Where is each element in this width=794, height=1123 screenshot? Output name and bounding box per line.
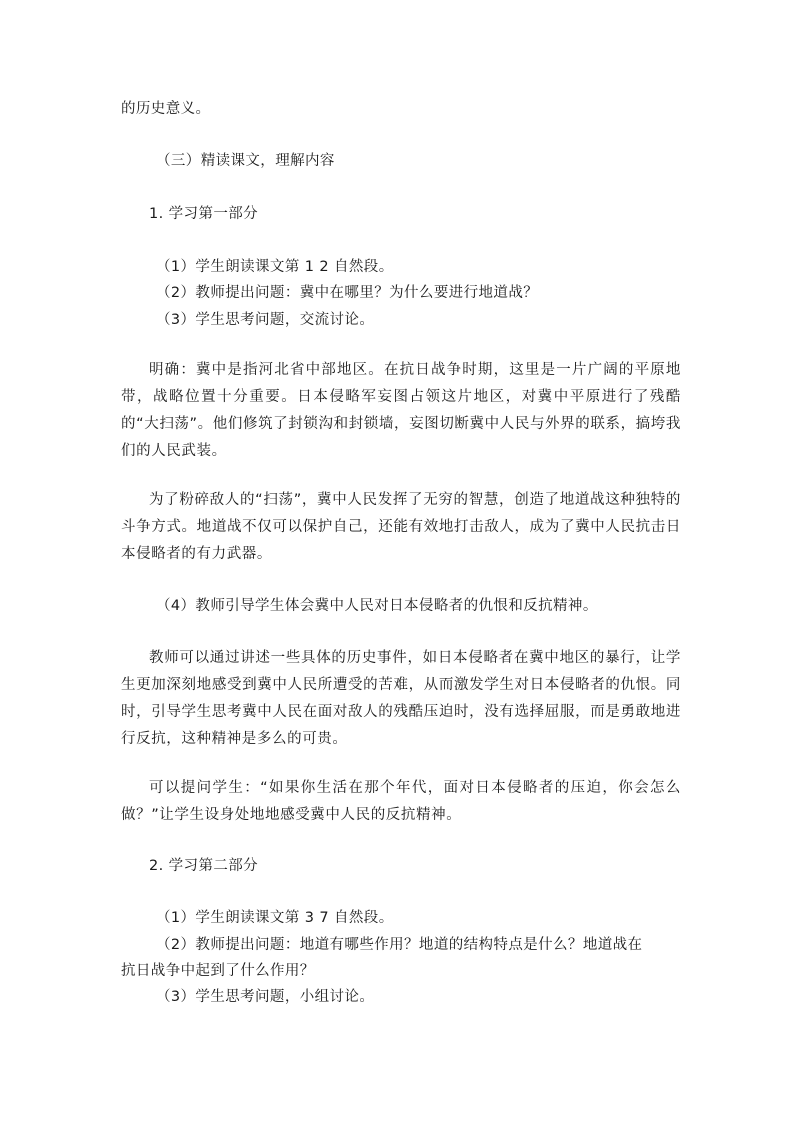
part-two-title: 2. 学习第二部分 [149,858,259,874]
part-one-step-3: （3）学生思考问题，交流讨论。 [156,312,375,328]
paragraph-smash-sweep: 为了粉碎敌人的“扫荡”，冀中人民发挥了无穷的智慧，创造了地道战这种独特的斗争方式。地道战不仅可以保护自己，还能有效地打击敌人，成为了冀中人民抗击日本侵略者的有力武器。 [121,492,681,562]
part-two-step-2-line-1: （2）教师提出问题：地道有哪些作用？地道的结构特点是什么？地道战在 [156,937,643,953]
part-two-step-3: （3）学生思考问题，小组讨论。 [156,989,375,1005]
text-line-top: 的历史意义。 [121,101,211,117]
part-one-title: 1. 学习第一部分 [149,206,259,222]
part-two-step-1: （1）学生朗读课文第 3 7 自然段。 [156,910,394,926]
section-heading: （三）精读课文，理解内容 [156,153,335,169]
paragraph-ask-students: 可以提问学生：“如果你生活在那个年代，面对日本侵略者的压迫，你会怎么做？”让学生设身处地地感受冀中人民的反抗精神。 [121,780,681,823]
paragraph-clarify: 明确：冀中是指河北省中部地区。在抗日战争时期，这里是一片广阔的平原地带，战略位置十分重要。日本侵略军妄图占领这片地区，对冀中平原进行了残酷的“大扫荡”。他们修筑了封锁沟和封锁墙，妄图切断冀中人民与外界的联系，搞垮我们的人民武装。 [121,362,681,459]
paragraph-teacher-guide: 教师可以通过讲述一些具体的历史事件，如日本侵略者在冀中地区的暴行，让学生更加深刻地感受到冀中人民所遭受的苦难，从而激发学生对日本侵略者的仇恨。同时，引导学生思考冀中人民在面对敌人的残酷压迫时，没有选择屈服，而是勇敢地进行反抗，这种精神是多么的可贵。 [121,650,681,747]
part-one-step-1: （1）学生朗读课文第 1 2 自然段。 [156,259,394,275]
part-one-step-2: （2）教师提出问题：冀中在哪里？为什么要进行地道战？ [156,285,539,301]
part-two-step-2-line-2: 抗日战争中起到了什么作用？ [121,963,315,979]
part-one-step-4: （4）教师引导学生体会冀中人民对日本侵略者的仇恨和反抗精神。 [156,598,598,614]
